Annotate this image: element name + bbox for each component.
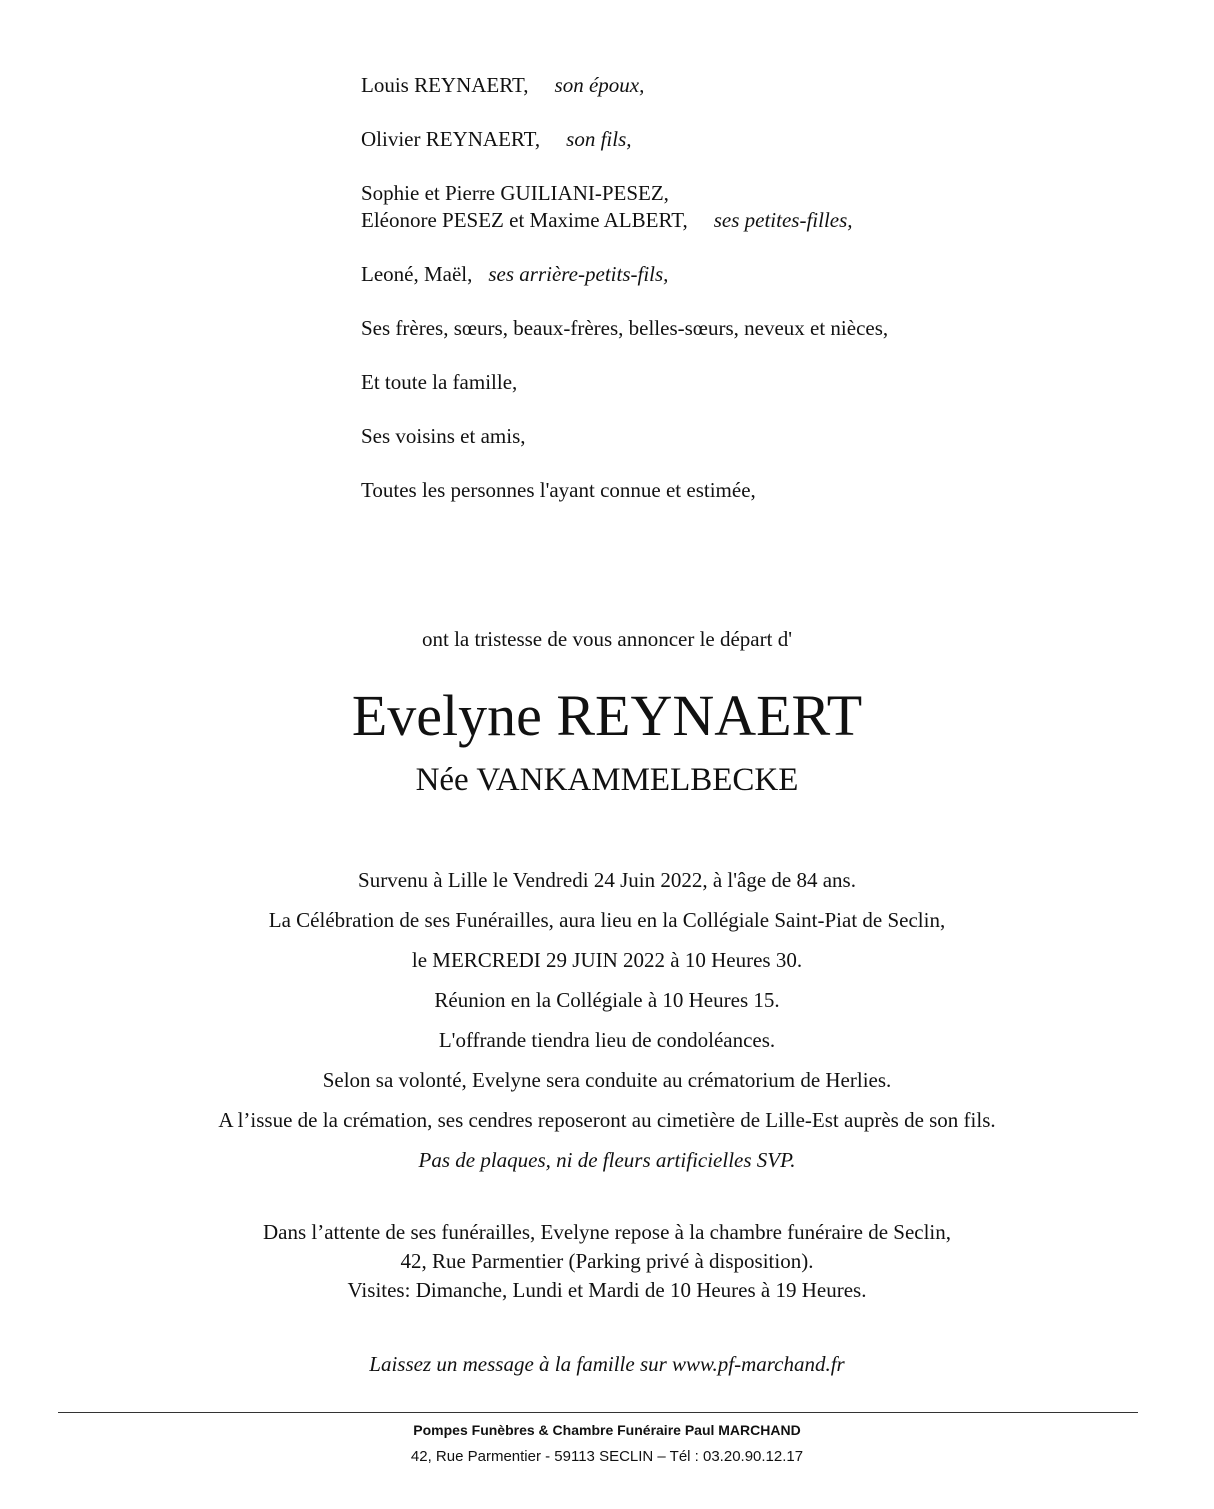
spouse-role: son époux, — [554, 73, 645, 97]
family-entry-neighbours: Ses voisins et amis, — [361, 424, 526, 448]
granddaughters-line2: Eléonore PESEZ et Maxime ALBERT, — [361, 208, 688, 232]
family-entry-siblings: Ses frères, sœurs, beaux-frères, belles-sœurs, neveux et nièces, — [361, 316, 889, 340]
footer-company: Pompes Funèbres & Chambre Funéraire Paul MARCHAND — [413, 1422, 801, 1438]
granddaughters-line1: Sophie et Pierre GUILIANI-PESEZ, — [361, 181, 669, 205]
footer-address: 42, Rue Parmentier - 59113 SECLIN – Tél : 03.20.90.12.17 — [410, 1448, 804, 1465]
maiden-name: Née VANKAMMELBECKE — [415, 762, 799, 798]
son-name: Olivier REYNAERT, — [361, 127, 541, 151]
ceremony-date: le MERCREDI 29 JUIN 2022 à 10 Heures 30. — [411, 948, 803, 972]
spouse-name: Louis REYNAERT, — [361, 73, 529, 97]
family-entry-whole-family: Et toute la famille, — [361, 370, 518, 394]
wake-line-2: 42, Rue Parmentier (Parking privé à disposition). — [400, 1249, 814, 1273]
footer-divider — [58, 1412, 1138, 1413]
deceased-name: Evelyne REYNAERT — [351, 683, 863, 748]
wake-info — [0, 1218, 1214, 1305]
family-entry-spouse — [361, 72, 888, 99]
family-entry-granddaughters-line2 — [361, 207, 888, 234]
funeral-details — [0, 860, 1214, 1180]
announcement-intro: ont la tristesse de vous annoncer le départ d' — [421, 627, 792, 651]
family-entry-son — [361, 126, 888, 153]
death-notice: Survenu à Lille le Vendredi 24 Juin 2022, à l'âge de 84 ans. — [358, 868, 856, 892]
no-plaques-notice: Pas de plaques, ni de fleurs artificielles SVP. — [418, 1148, 796, 1172]
cremation-wish: Selon sa volonté, Evelyne sera conduite au crématorium de Herlies. — [322, 1068, 892, 1092]
wake-line-1: Dans l’attente de ses funérailles, Evelyne repose à la chambre funéraire de Seclin, — [262, 1220, 952, 1244]
family-entry-granddaughters-line1 — [361, 180, 888, 207]
great-grandchildren-names: Leoné, Maël, — [361, 262, 473, 286]
family-list — [361, 72, 888, 504]
wake-line-3: Visites: Dimanche, Lundi et Mardi de 10 Heures à 19 Heures. — [347, 1278, 867, 1302]
ashes-notice: A l’issue de la crémation, ses cendres reposeront au cimetière de Lille-Est auprès de son fils. — [218, 1108, 996, 1132]
family-entry-acquaintances: Toutes les personnes l'ayant connue et estimée, — [361, 478, 756, 502]
son-role: son fils, — [566, 127, 632, 151]
great-grandchildren-role: ses arrière-petits-fils, — [488, 262, 669, 286]
family-entry-great-grandchildren — [361, 261, 888, 288]
meeting-time: Réunion en la Collégiale à 10 Heures 15. — [434, 988, 780, 1012]
condolence-message: Laissez un message à la famille sur www.pf-marchand.fr — [369, 1352, 845, 1376]
granddaughters-role: ses petites-filles, — [713, 208, 853, 232]
offering-notice: L'offrande tiendra lieu de condoléances. — [438, 1028, 776, 1052]
celebration-notice: La Célébration de ses Funérailles, aura lieu en la Collégiale Saint-Piat de Seclin, — [268, 908, 946, 932]
